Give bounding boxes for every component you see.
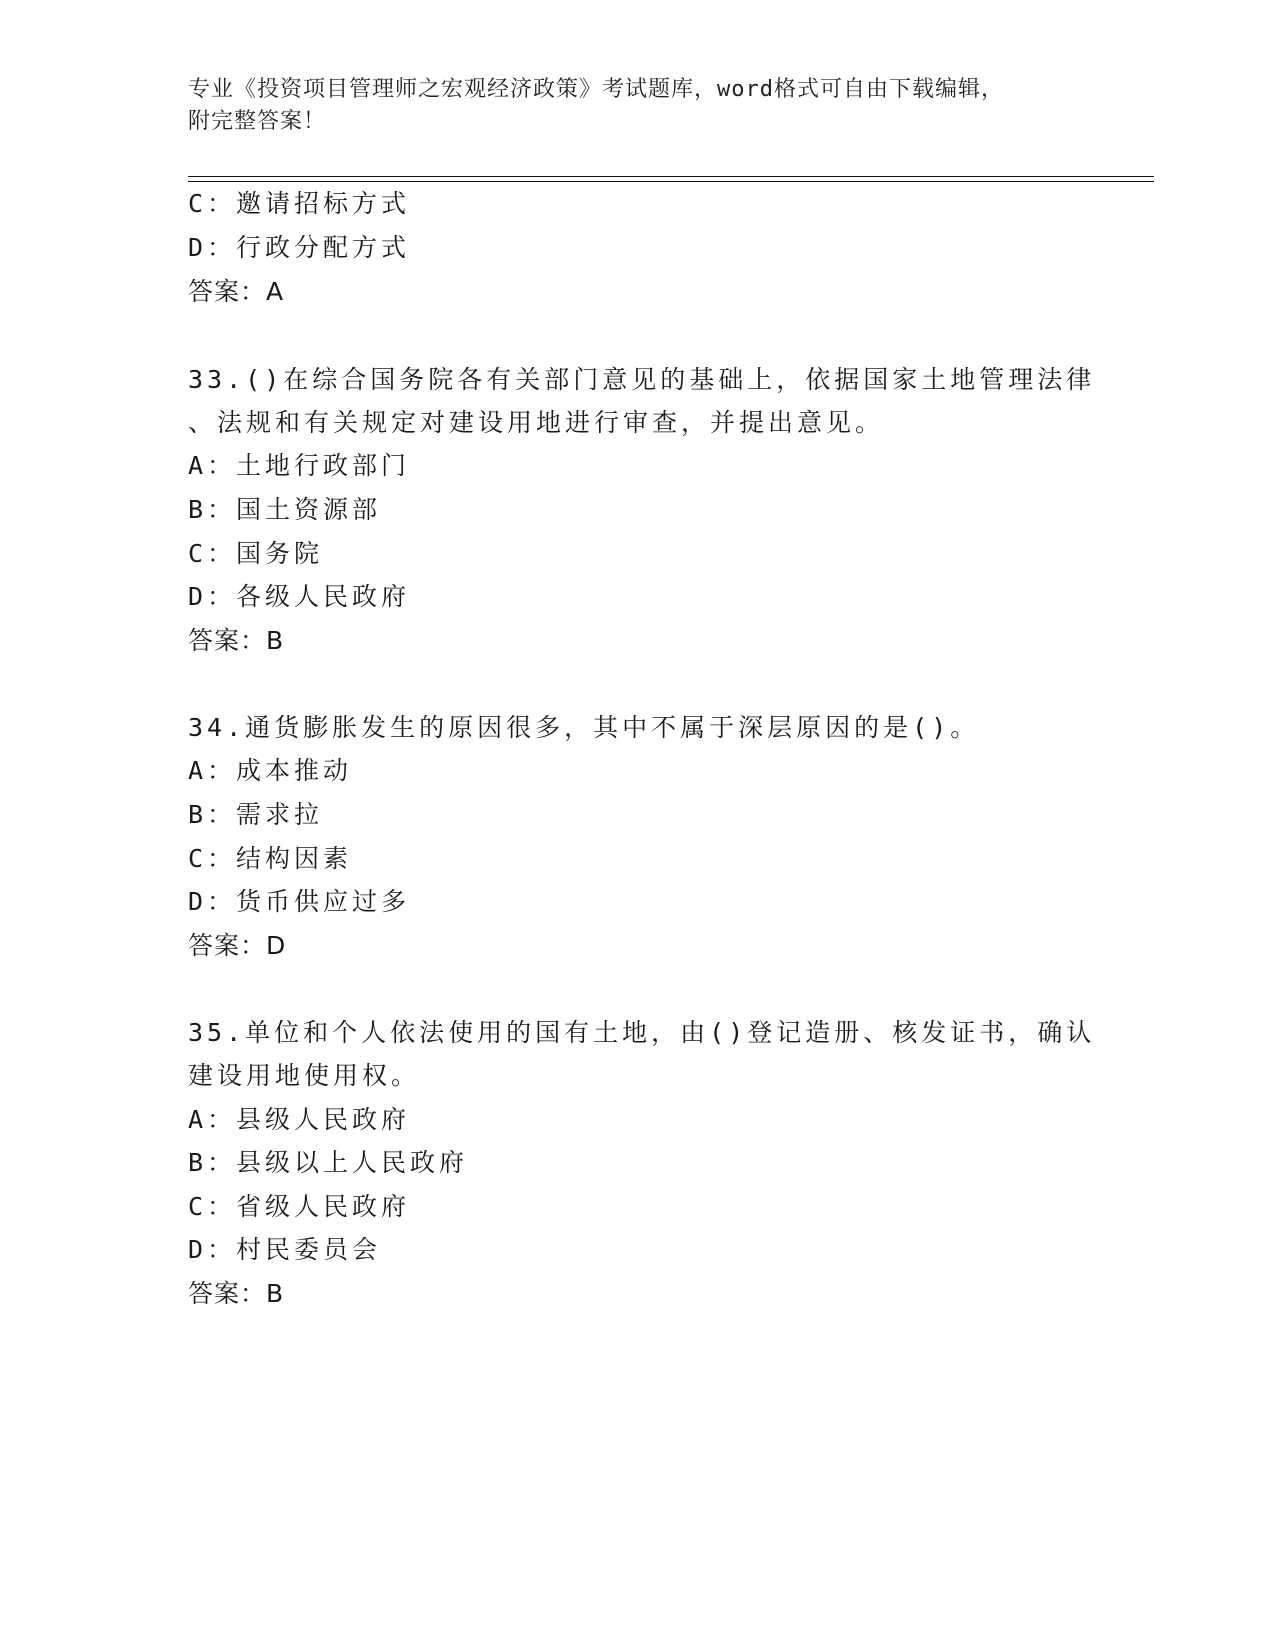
option-a: A：县级人民政府 (188, 1105, 411, 1134)
option-d: D：各级人民政府 (188, 582, 411, 611)
option-a: A：成本推动 (188, 756, 353, 785)
question-stem-line: 33.()在综合国务院各有关部门意见的基础上，依据国家土地管理法律 (188, 365, 1096, 394)
option-b: B：需求拉 (188, 800, 324, 829)
option-d: D：货币供应过多 (188, 887, 411, 916)
question-stem-line: 建设用地使用权。 (188, 1061, 421, 1090)
option-c: C：邀请招标方式 (188, 189, 411, 218)
option-c: C：结构因素 (188, 844, 353, 873)
option-c: C：省级人民政府 (188, 1192, 411, 1221)
option-c: C：国务院 (188, 539, 324, 568)
option-d: D：村民委员会 (188, 1235, 382, 1264)
question-stem-line: 35.单位和个人依法使用的国有土地，由()登记造册、核发证书，确认 (188, 1018, 1096, 1047)
option-d: D：行政分配方式 (188, 233, 411, 262)
header-line-1: 专业《投资项目管理师之宏观经济政策》考试题库，word格式可自由下载编辑， (188, 77, 1004, 102)
answer-line: 答案：A (188, 277, 285, 306)
option-b: B：国土资源部 (188, 495, 382, 524)
question-stem-line: 34.通货膨胀发生的原因很多，其中不属于深层原因的是()。 (188, 713, 980, 742)
answer-line: 答案：B (188, 626, 285, 655)
answer-line: 答案：D (188, 931, 287, 960)
question-stem-line: 、法规和有关规定对建设用地进行审查，并提出意见。 (188, 408, 885, 437)
option-b: B：县级以上人民政府 (188, 1148, 469, 1177)
answer-line: 答案：B (188, 1279, 285, 1308)
header-line-2: 附完整答案！ (188, 109, 327, 134)
option-a: A：土地行政部门 (188, 451, 411, 480)
